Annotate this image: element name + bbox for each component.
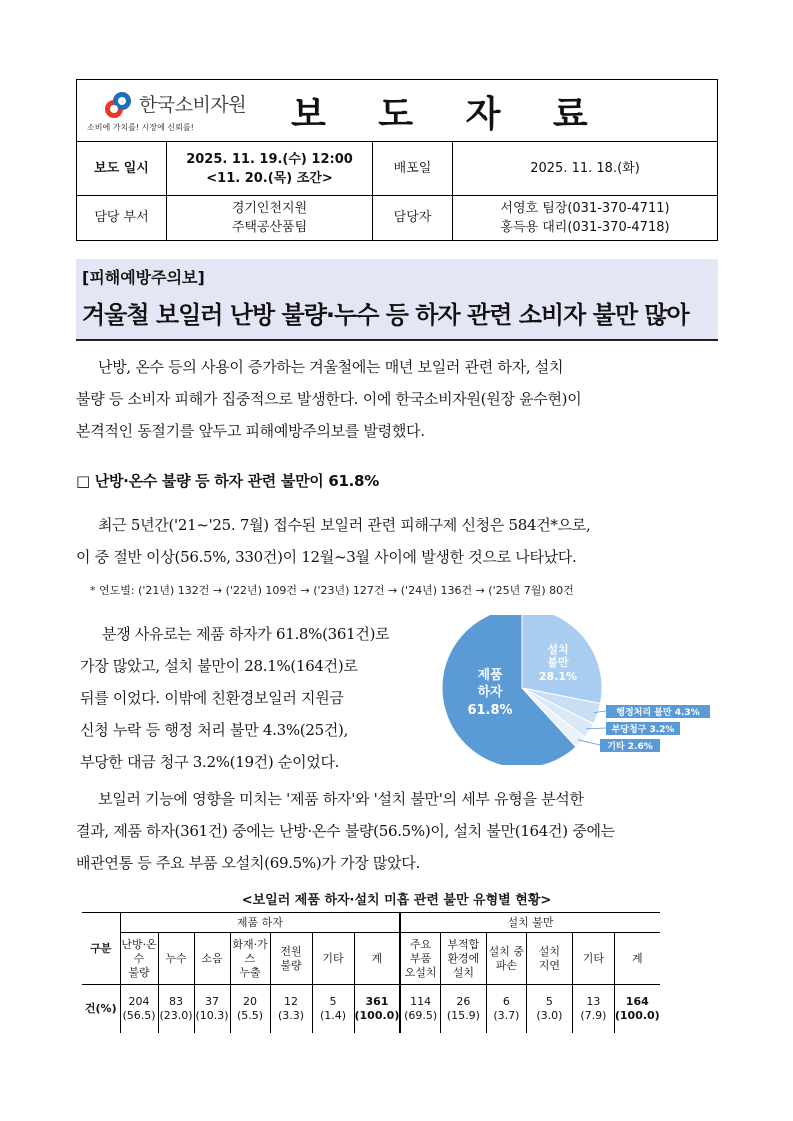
para-line: 보일러 기능에 영향을 미치는 '제품 하자'와 '설치 불만'의 세부 유형을 분석한: [98, 790, 584, 808]
pie-label: 불만: [547, 656, 569, 669]
table-cell: 204 (56.5): [120, 985, 158, 1033]
table-cell: 6 (3.7): [486, 985, 526, 1033]
complaint-pie-chart: [440, 615, 730, 765]
column-header: 설치 중 파손: [486, 933, 526, 985]
section1-paragraph2: [80, 618, 389, 778]
table-cell: 114 (69.5): [400, 985, 440, 1033]
para-line: 최근 5년간('21~'25. 7월) 접수된 보일러 관련 피해구제 신청은 584건*으로,: [98, 516, 591, 534]
column-header: 기타: [312, 933, 354, 985]
org-name: 한국소비자원: [139, 94, 247, 116]
pie-label: 설치: [547, 643, 569, 656]
release-line1: 2025. 11. 19.(수) 12:00: [186, 151, 353, 167]
table-cell: 5 (3.0): [526, 985, 572, 1033]
release-date: [167, 142, 373, 195]
org-slogan: 소비에 가치를! 시장에 신뢰를!: [87, 123, 194, 132]
pie-data-label: 61.8%: [467, 703, 513, 718]
column-header: 소음: [194, 933, 230, 985]
intro-line: 불량 등 소비자 피해가 집중적으로 발생한다. 이에 한국소비자원(원장 윤수현)이: [76, 390, 582, 408]
table-cell: 37 (10.3): [194, 985, 230, 1033]
column-header: 계: [354, 933, 400, 985]
header-title-row: [77, 80, 717, 142]
advisory-tag: [피해예방주의보]: [82, 268, 205, 287]
group-header-install: 설치 불만: [400, 913, 659, 933]
table-cell: 20 (5.5): [230, 985, 270, 1033]
table-cell: 164 (100.0): [614, 985, 659, 1033]
column-header: 계: [614, 933, 659, 985]
section1-paragraph1: [76, 509, 590, 573]
column-header: 기타: [572, 933, 614, 985]
column-header: 주요 부품 오설치: [400, 933, 440, 985]
column-header: 설치 지연: [526, 933, 572, 985]
table-cell: 13 (7.9): [572, 985, 614, 1033]
contact-line1: 서영호 팀장(031-370-4711): [500, 200, 670, 216]
column-header: 누수: [158, 933, 194, 985]
para-line: 신청 누락 등 행정 처리 불만 4.3%(25건),: [80, 721, 349, 739]
column-header: 부적합 환경에 설치: [440, 933, 486, 985]
contact-persons: [453, 195, 717, 240]
table-cell: 12 (3.3): [270, 985, 312, 1033]
pie-data-label: 28.1%: [538, 670, 578, 683]
release-line2: <11. 20.(목) 조간>: [206, 170, 333, 186]
section-heading: □ 난방·온수 불량 등 하자 관련 불만이 61.8%: [76, 472, 379, 490]
distribute-date: 2025. 11. 18.(화): [530, 161, 640, 176]
para-line: 배관연통 등 주요 부품 오설치(69.5%)가 가장 많았다.: [76, 854, 420, 872]
dept-label: 담당 부서: [77, 195, 167, 240]
para-line: 결과, 제품 하자(361건) 중에는 난방·온수 불량(56.5%)이, 설치 불만(164건) 중에는: [76, 822, 615, 840]
column-header: 화재·가스 누출: [230, 933, 270, 985]
pie-label: 제품: [477, 668, 503, 683]
intro-line: 본격적인 동절기를 앞두고 피해예방주의보를 발령했다.: [76, 422, 425, 440]
yearly-note: * 연도별: ('21년) 132건 → ('22년) 109건 → ('23년) 127건 → ('24년) 136건 → ('25년 7월) 80건: [90, 584, 574, 597]
contact-line2: 홍득용 대리(031-370-4718): [500, 219, 670, 235]
press-header: [76, 79, 718, 241]
release-label: 보도 일시: [77, 142, 167, 195]
dept-name: [167, 195, 373, 240]
para-line: 뒤를 이었다. 이밖에 친환경보일러 지원금: [80, 689, 344, 707]
complaint-type-table: [82, 912, 660, 1033]
column-header: 난방·온수 불량: [120, 933, 158, 985]
pie-data-label: 행정처리 불만 4.3%: [616, 708, 700, 718]
pie-label: 하자: [477, 685, 503, 700]
doc-type-title: 보 도 자 료: [291, 94, 608, 135]
column-header: 전원 불량: [270, 933, 312, 985]
intro-paragraph: [76, 351, 718, 447]
section1-paragraph3: [76, 783, 615, 879]
pie-data-label: 기타 2.6%: [607, 742, 653, 752]
para-line: 이 중 절반 이상(56.5%, 330건)이 12월~3월 사이에 발생한 것으로 나타났다.: [76, 548, 577, 566]
para-line: 분쟁 사유로는 제품 하자가 61.8%(361건)로: [102, 625, 390, 643]
pie-data-label: 부당청구 3.2%: [611, 725, 675, 735]
contact-label: 담당자: [373, 195, 453, 240]
table-cell: 83 (23.0): [158, 985, 194, 1033]
para-line: 가장 많았고, 설치 불만이 28.1%(164건)로: [80, 657, 358, 675]
para-line: 부당한 대금 청구 3.2%(19건) 순이었다.: [80, 753, 340, 771]
headline-banner: [76, 259, 718, 341]
table-cell: 26 (15.9): [440, 985, 486, 1033]
headline: 겨울철 보일러 난방 불량·누수 등 하자 관련 소비자 불만 많아: [82, 301, 689, 329]
dept-line2: 주택공산품팀: [231, 219, 308, 235]
group-header-defects: 제품 하자: [120, 913, 400, 933]
table-cell: 361 (100.0): [354, 985, 400, 1033]
table-caption: <보일러 제품 하자·설치 미흡 관련 불만 유형별 현황>: [241, 893, 552, 908]
intro-line: 난방, 온수 등의 사용이 증가하는 겨울철에는 매년 보일러 관련 하자, 설치: [98, 358, 564, 376]
dept-line1: 경기인천지원: [231, 200, 308, 216]
row-header: 구분: [82, 913, 120, 985]
table-cell: 5 (1.4): [312, 985, 354, 1033]
kca-logo-icon: [101, 88, 135, 122]
data-row-label: 건(%): [82, 985, 120, 1033]
distribute-label: 배포일: [373, 142, 453, 195]
